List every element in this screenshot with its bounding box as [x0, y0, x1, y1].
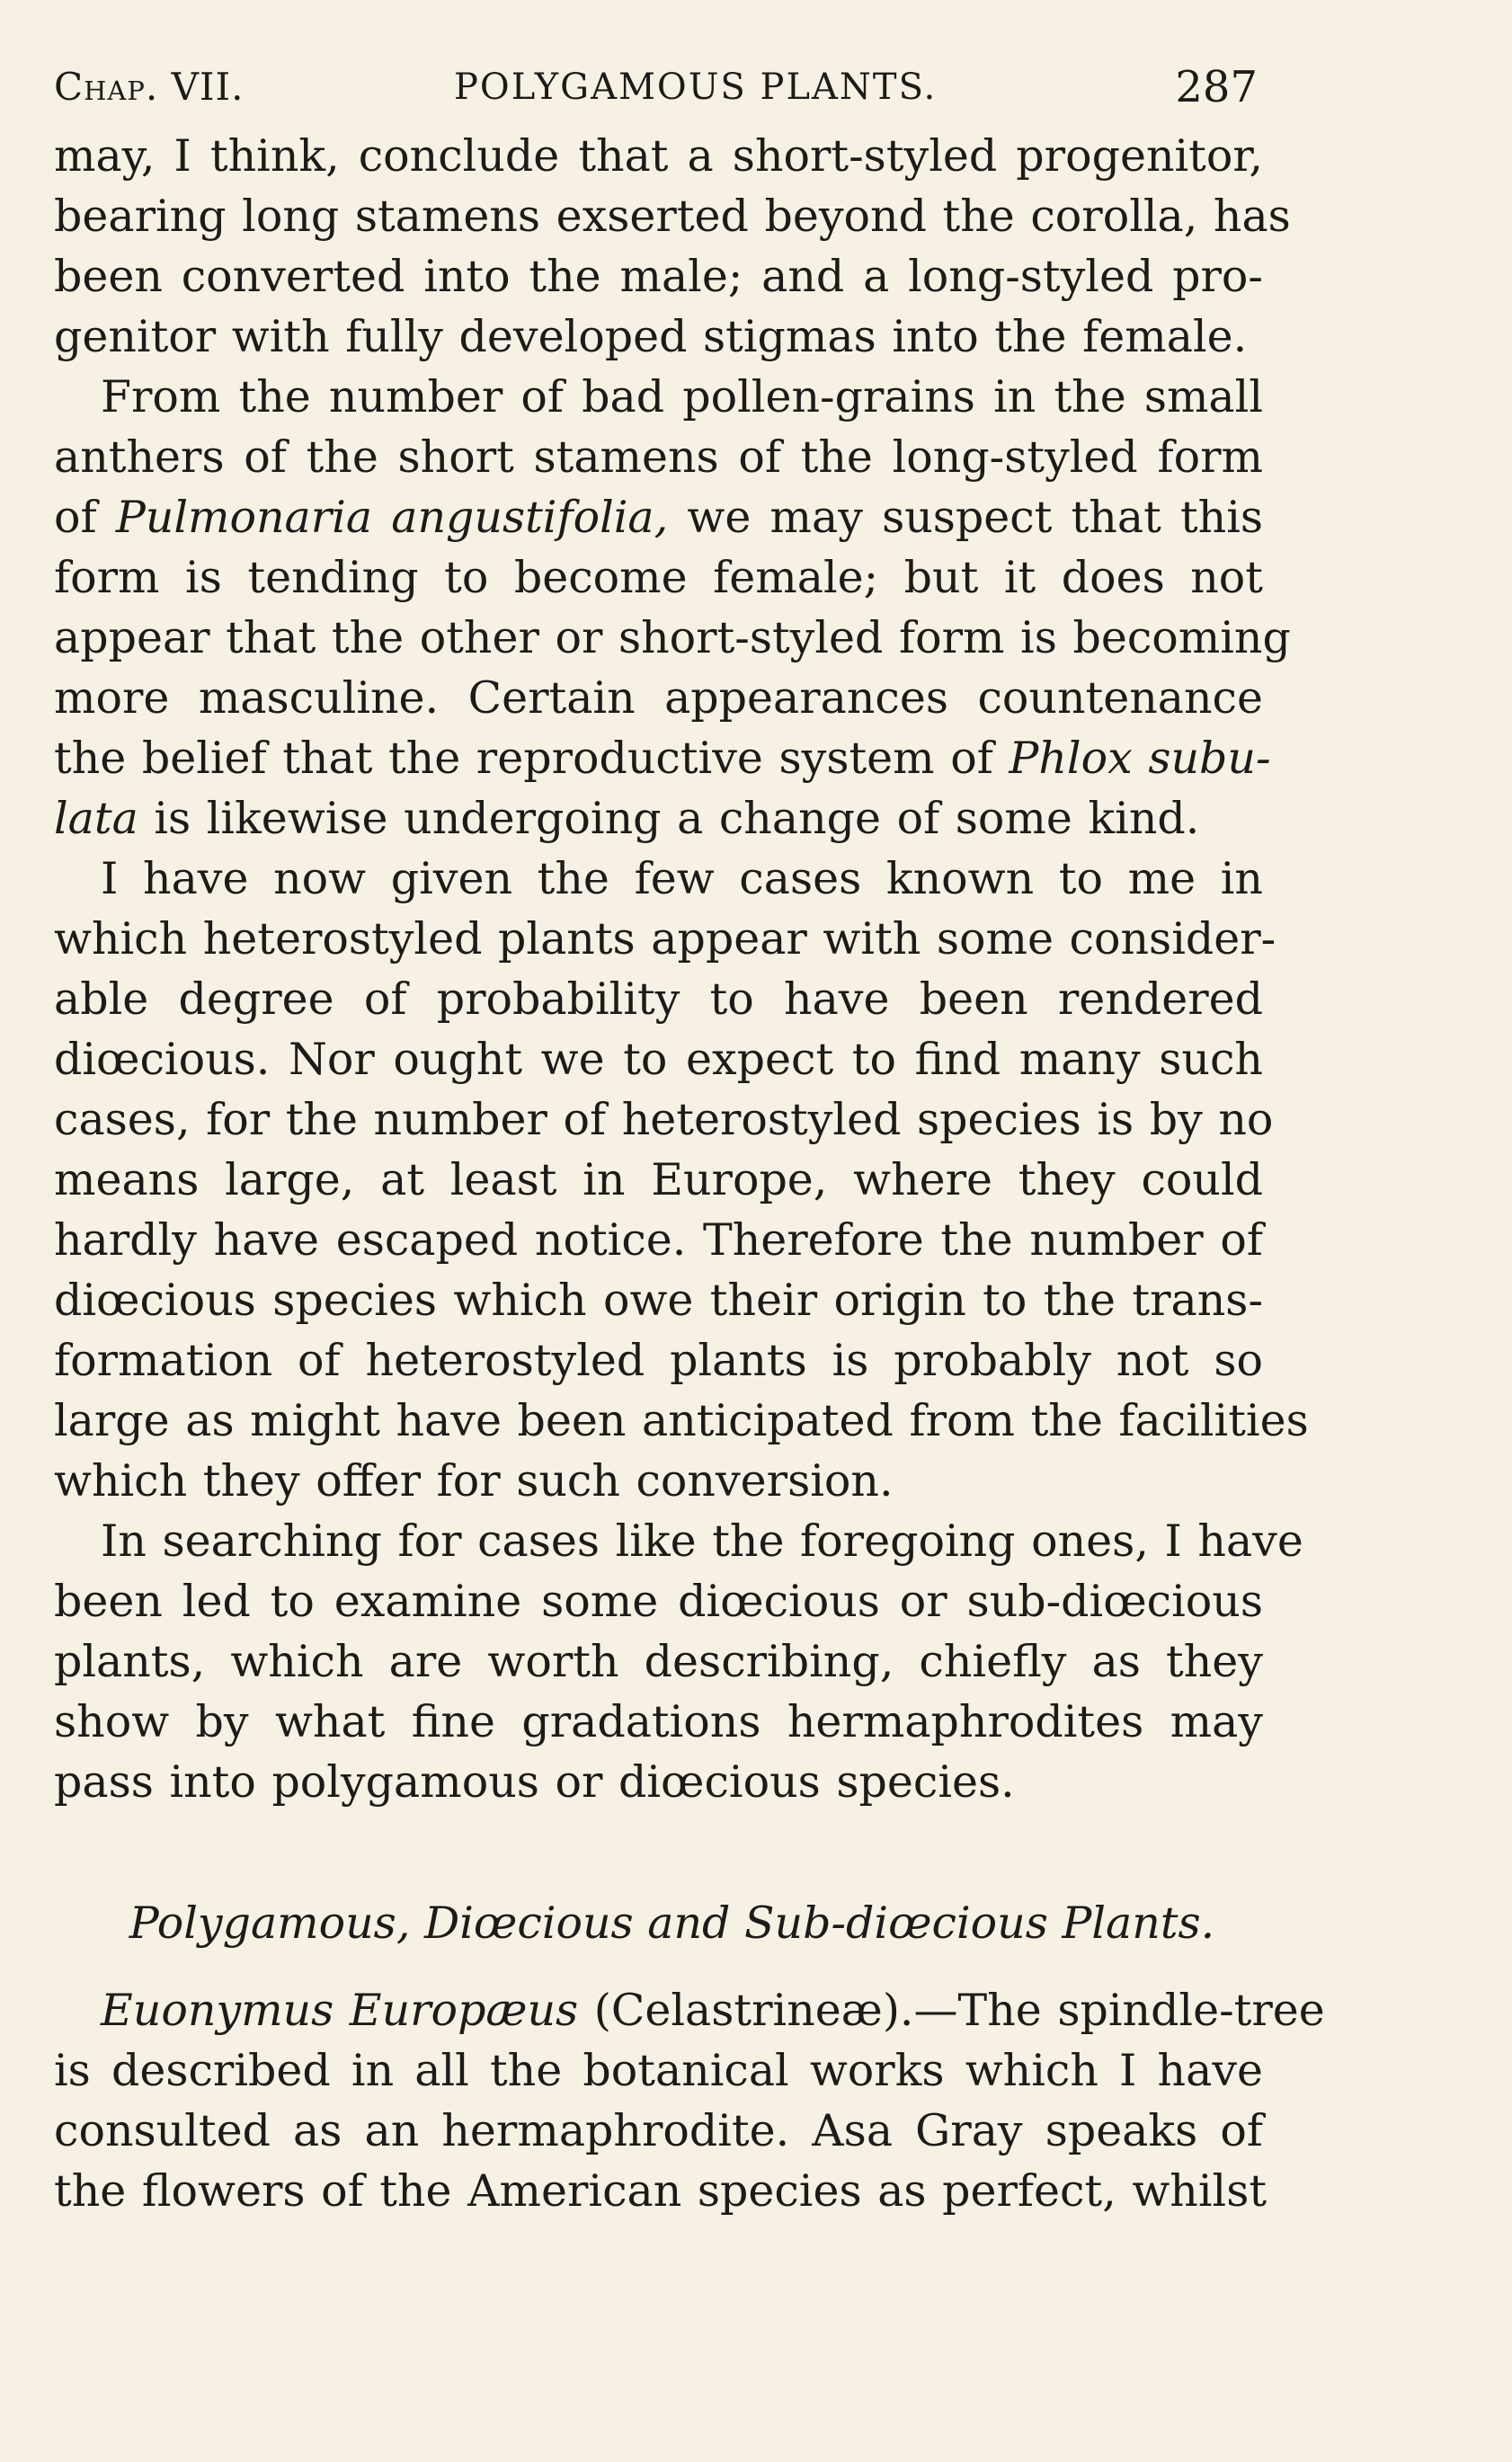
species-name: Euonymus Europæus: [101, 1985, 579, 2036]
species-name: Pulmonaria angustifolia,: [115, 492, 669, 543]
text-segment: we may suspect that this: [668, 492, 1264, 543]
text-line: form is tending to become female; but it does not: [54, 552, 1263, 603]
text-line: consulted as an hermaphrodite. Asa Gray speaks of: [54, 2105, 1263, 2156]
text-segment: the belief that the reproductive system of: [54, 733, 1009, 784]
text-line: genitor with fully developed stigmas into the female.: [54, 311, 1248, 362]
page-number: 287: [1175, 62, 1258, 112]
text-line: been led to examine some diœcious or sub-diœcious: [54, 1576, 1263, 1627]
text-line: formation of heterostyled plants is probably not so: [54, 1335, 1263, 1386]
running-title: POLYGAMOUS PLANTS.: [454, 67, 938, 108]
text-line: may, I think, conclude that a short-styled progenitor,: [54, 130, 1263, 182]
text-line: cases, for the number of heterostyled species is by no: [54, 1094, 1274, 1145]
text-line: diœcious species which owe their origin to the trans-: [54, 1275, 1263, 1326]
text-line: show by what fine gradations hermaphrodites may: [54, 1696, 1263, 1747]
paragraph-1: [54, 126, 1291, 367]
text-line: hardly have escaped notice. Therefore the number of: [54, 1214, 1263, 1266]
paragraph-3: [54, 849, 1309, 1511]
text-line: large as might have been anticipated from the facilities: [54, 1395, 1309, 1446]
book-page: [54, 56, 1325, 2221]
species-name: lata: [54, 793, 138, 844]
text-line: which heterostyled plants appear with some consider-: [54, 913, 1276, 964]
text-segment: is likewise undergoing a change of some kind.: [138, 793, 1200, 844]
text-segment: of: [54, 492, 116, 543]
text-line: anthers of the short stamens of the long-styled form: [54, 431, 1263, 483]
text-line: [54, 1980, 1325, 2040]
text-line: is described in all the botanical works which I have: [54, 2045, 1263, 2096]
text-line: plants, which are worth describing, chiefly as they: [54, 1636, 1263, 1687]
text-line: bearing long stamens exserted beyond the corolla, has: [54, 191, 1291, 242]
text-line: I have now given the few cases known to me in: [101, 853, 1263, 904]
text-line: able degree of probability to have been rendered: [54, 973, 1263, 1025]
species-name: Phlox subu-: [1009, 733, 1271, 784]
chapter-label: Chap. VII.: [54, 65, 245, 109]
body-text: [54, 126, 1325, 2221]
text-line: [54, 728, 1271, 788]
text-line: appear that the other or short-styled form is becoming: [54, 612, 1291, 663]
text-line: which they offer for such conversion.: [54, 1455, 894, 1507]
paragraph-4: [54, 1511, 1303, 1812]
text-line: means large, at least in Europe, where they could: [54, 1154, 1263, 1205]
text-line: been converted into the male; and a long-styled pro-: [54, 251, 1263, 302]
text-line: [54, 487, 1263, 547]
paragraph-5: [54, 1980, 1325, 2221]
text-line: In searching for cases like the foregoing ones, I have: [101, 1515, 1303, 1567]
text-line: more masculine. Certain appearances countenance: [54, 672, 1263, 724]
text-line: [54, 788, 1263, 849]
section-heading: Polygamous, Diœcious and Sub-diœcious Plants.: [129, 1898, 1215, 1949]
paragraph-2: [54, 367, 1291, 849]
text-line: the flowers of the American species as perfect, whilst: [54, 2165, 1267, 2217]
text-line: From the number of bad pollen-grains in the small: [101, 371, 1263, 422]
running-header: [54, 56, 1263, 119]
text-segment: (Celastrineæ).—The spindle-tree: [578, 1985, 1325, 2036]
text-line: pass into polygamous or diœcious species.: [54, 1756, 1015, 1808]
text-line: diœcious. Nor ought we to expect to find many such: [54, 1034, 1263, 1085]
